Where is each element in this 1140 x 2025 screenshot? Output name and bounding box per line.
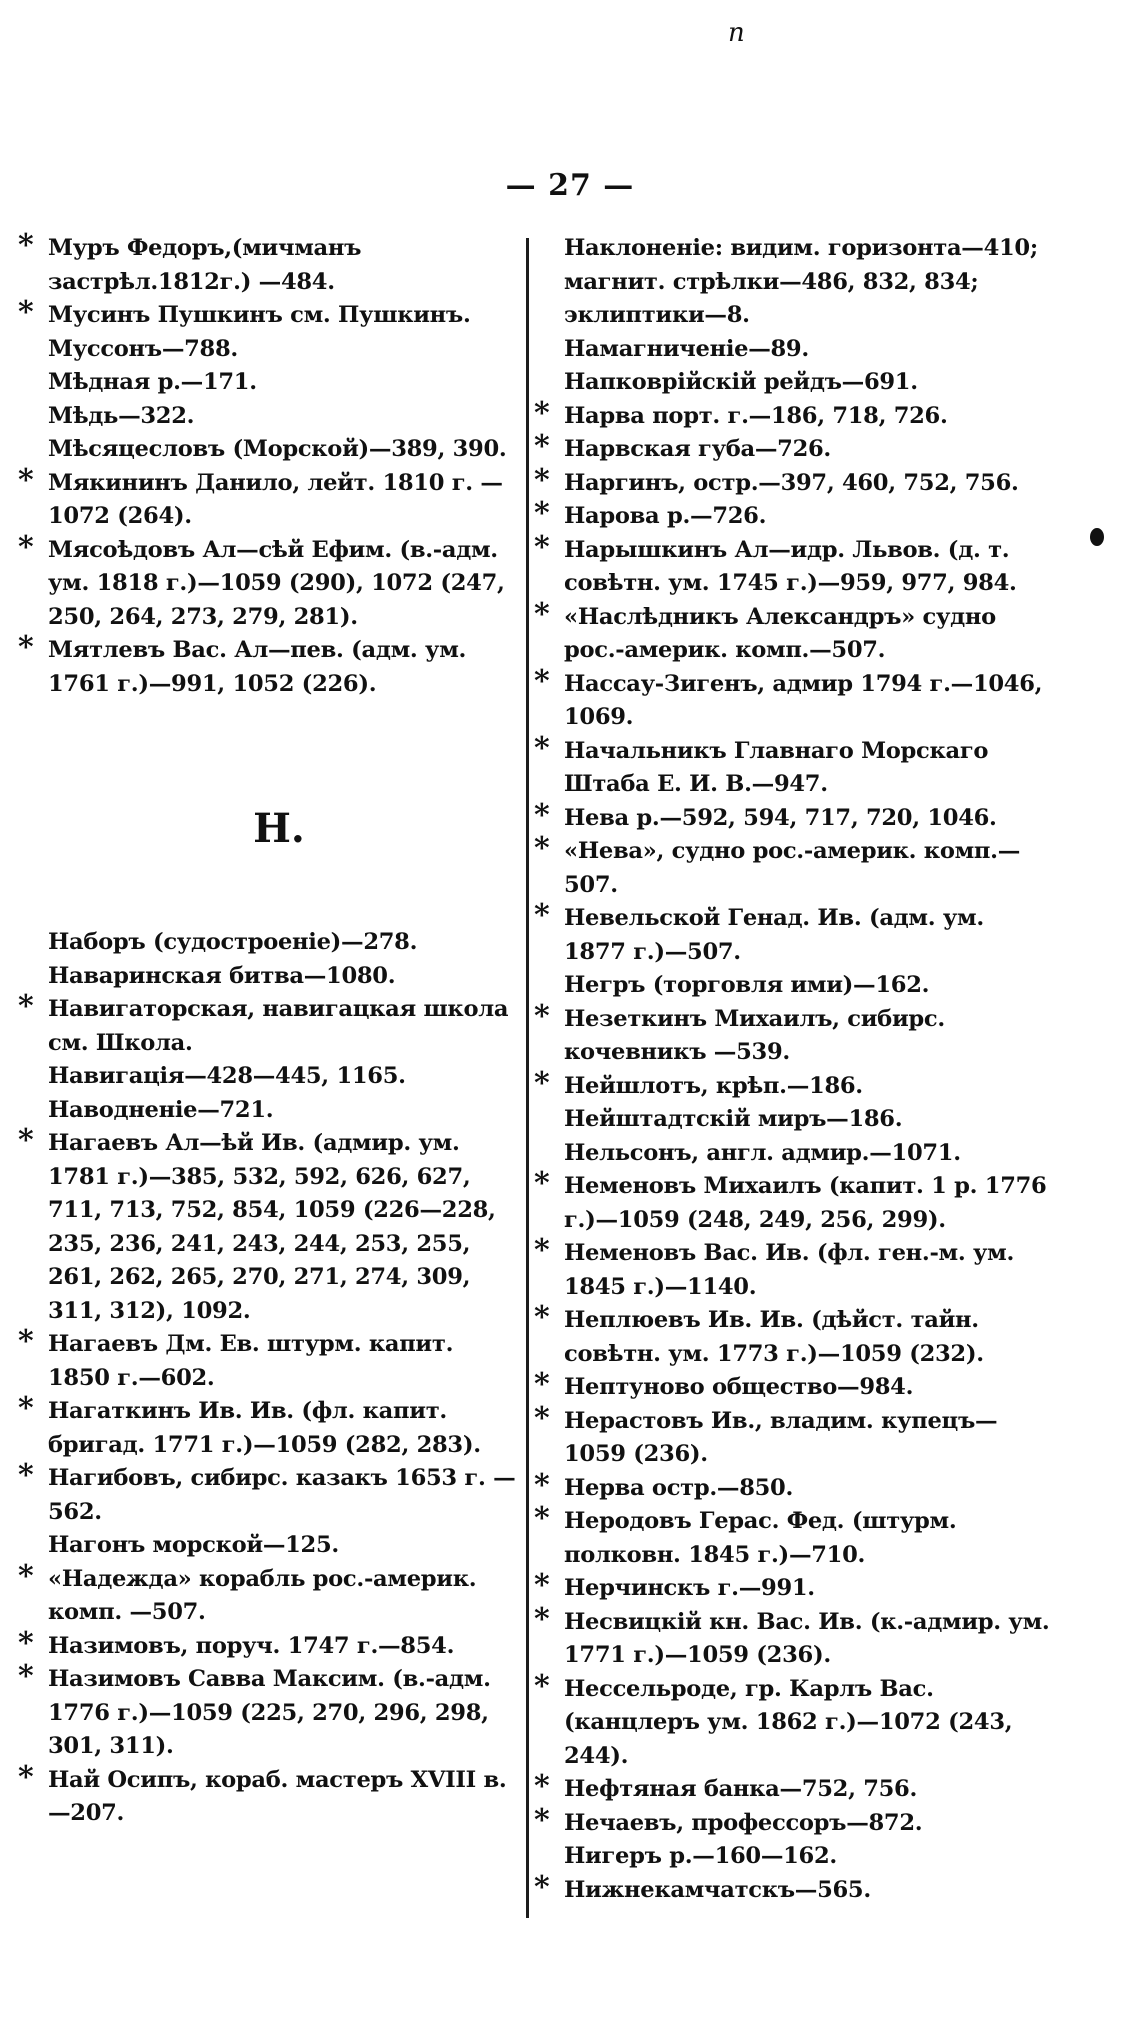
index-entry: Мѣсяцесловъ (Морской)—389, 390. <box>48 436 507 462</box>
index-entry: Мѣдь—322. <box>48 402 195 429</box>
index-entry: * Назимовъ, поруч. 1747 г.—854. <box>36 1630 522 1664</box>
index-entry: * Нерва остр.—850. <box>552 1472 1052 1506</box>
index-entry: * Мусинъ Пушкинъ см. Пушкинъ. <box>36 299 522 333</box>
ink-blot <box>1090 528 1104 546</box>
index-entry: * Нагаткинъ Ив. Ив. (фл. капит. бригад. 1771 г.)—1059 (282, 283). <box>36 1395 522 1462</box>
index-entry: * Нефтяная банка—752, 756. <box>552 1773 1052 1807</box>
index-entry: * «Наслѣдникъ Александръ» судно рос.-америк. комп.—507. <box>552 601 1052 668</box>
left-entries-before <box>36 232 522 701</box>
index-entry: * Мятлевъ Вас. Ал—пев. (адм. ум. 1761 г.)—991, 1052 (226). <box>36 634 522 701</box>
index-entry: * Най Осипъ, кораб. мастеръ XVIII в. —207. <box>36 1764 522 1831</box>
index-entry: * Нассау-Зигенъ, адмир 1794 г.—1046, 1069. <box>552 668 1052 735</box>
index-entry: Мѣдная р.—171. <box>48 369 257 395</box>
index-entry: * Мякининъ Данило, лейт. 1810 г. —1072 (264). <box>36 467 522 534</box>
index-entry: * «Нева», судно рос.-америк. комп.—507. <box>552 835 1052 902</box>
index-entry: * Начальникъ Главнаго Морскаго Штаба Е. И. В.—947. <box>552 735 1052 802</box>
index-entry: Нейштадтскій миръ—186. <box>564 1106 903 1132</box>
right-column <box>552 232 1052 1907</box>
index-entry: Наваринская битва—1080. <box>48 962 396 989</box>
index-entry: * Навигаторская, навигацкая школа см. Школа. <box>36 993 522 1060</box>
index-entry: * Нагаевъ Ал—ѣй Ив. (адмир. ум. 1781 г.)—385, 532, 592, 626, 627, 711, 713, 752, 854, 1059 (226—228, 235, 236, 241, 243, 244, 253, 255, 261, 262, 265, 270, 271, 274, 309, 311, 312), 1092. <box>36 1127 522 1328</box>
index-entry: * Неменовъ Михаилъ (капит. 1 р. 1776 г.)—1059 (248, 249, 256, 299). <box>552 1170 1052 1237</box>
index-entry: * Нева р.—592, 594, 717, 720, 1046. <box>552 802 1052 836</box>
index-entry: * Нарвская губа—726. <box>552 433 1052 467</box>
index-entry: * Нечаевъ, профессоръ—872. <box>552 1807 1052 1841</box>
index-entry: * Неменовъ Вас. Ив. (фл. ген.-м. ум. 1845 г.)—1140. <box>552 1237 1052 1304</box>
index-entry: * Нейшлотъ, крѣп.—186. <box>552 1070 1052 1104</box>
left-column <box>36 232 522 1831</box>
index-entry: * Невельской Генад. Ив. (адм. ум. 1877 г.)—507. <box>552 902 1052 969</box>
index-entry: * Незеткинъ Михаилъ, сибирс. кочевникъ —539. <box>552 1003 1052 1070</box>
page-number: — 27 — <box>505 168 635 203</box>
index-entry: * Нижнекамчатскъ—565. <box>552 1874 1052 1908</box>
index-entry: Напковрійскій рейдъ—691. <box>564 369 918 395</box>
index-entry: * Нарышкинъ Ал—идр. Львов. (д. т. совѣтн. ум. 1745 г.)—959, 977, 984. <box>552 534 1052 601</box>
index-entry: * Нагаевъ Дм. Ев. штурм. капит. 1850 г.—602. <box>36 1328 522 1395</box>
right-entries <box>552 232 1052 1907</box>
index-entry: * Мясоѣдовъ Ал—сѣй Ефим. (в.-адм. ум. 1818 г.)—1059 (290), 1072 (247, 250, 264, 273, 279, 281). <box>36 534 522 635</box>
index-entry: Муссонъ—788. <box>48 335 238 362</box>
index-entry: Навигація—428—445, 1165. <box>48 1063 406 1089</box>
index-entry: * Нарова р.—726. <box>552 500 1052 534</box>
stray-pen-mark: n <box>728 18 745 48</box>
left-entries-after <box>36 926 522 1831</box>
index-entry: * Неплюевъ Ив. Ив. (дѣйст. тайн. совѣтн. ум. 1773 г.)—1059 (232). <box>552 1304 1052 1371</box>
index-entry: Нельсонъ, англ. адмир.—1071. <box>564 1139 961 1166</box>
index-entry: * Неродовъ Герас. Фед. (штурм. полковн. 1845 г.)—710. <box>552 1505 1052 1572</box>
index-entry: * Нессельроде, гр. Карлъ Вас. (канцлеръ ум. 1862 г.)—1072 (243, 244). <box>552 1673 1052 1774</box>
index-entry: * Нерастовъ Ив., владим. купецъ— 1059 (236). <box>552 1405 1052 1472</box>
index-entry: Нагонъ морской—125. <box>48 1532 339 1558</box>
index-entry: * Наргинъ, остр.—397, 460, 752, 756. <box>552 467 1052 501</box>
section-letter: Н. <box>253 805 305 852</box>
index-entry: * Муръ Федоръ,(мичманъ застрѣл.1812г.) —484. <box>36 232 522 299</box>
index-entry: Наборъ (судостроеніе)—278. <box>48 929 418 955</box>
index-entry: Наклоненіе: видим. горизонта—410; магнит. стрѣлки—486, 832, 834; эклиптики—8. <box>564 235 1038 328</box>
index-entry: Наводненіе—721. <box>48 1096 274 1123</box>
index-entry: * Несвицкій кн. Вас. Ив. (к.-адмир. ум. 1771 г.)—1059 (236). <box>552 1606 1052 1673</box>
index-entry: Намагниченіе—89. <box>564 335 809 362</box>
index-entry: Нигеръ р.—160—162. <box>564 1843 837 1869</box>
index-entry: * «Надежда» корабль рос.-америк. комп. —507. <box>36 1563 522 1630</box>
index-entry: * Нагибовъ, сибирс. казакъ 1653 г. —562. <box>36 1462 522 1529</box>
index-entry: * Назимовъ Савва Максим. (в.-адм. 1776 г.)—1059 (225, 270, 296, 298, 301, 311). <box>36 1663 522 1764</box>
column-divider <box>526 238 529 1918</box>
index-entry: * Нарва порт. г.—186, 718, 726. <box>552 400 1052 434</box>
index-entry: * Нерчинскъ г.—991. <box>552 1572 1052 1606</box>
index-entry: Негръ (торговля ими)—162. <box>564 972 930 998</box>
index-entry: * Нептуново общество—984. <box>552 1371 1052 1405</box>
